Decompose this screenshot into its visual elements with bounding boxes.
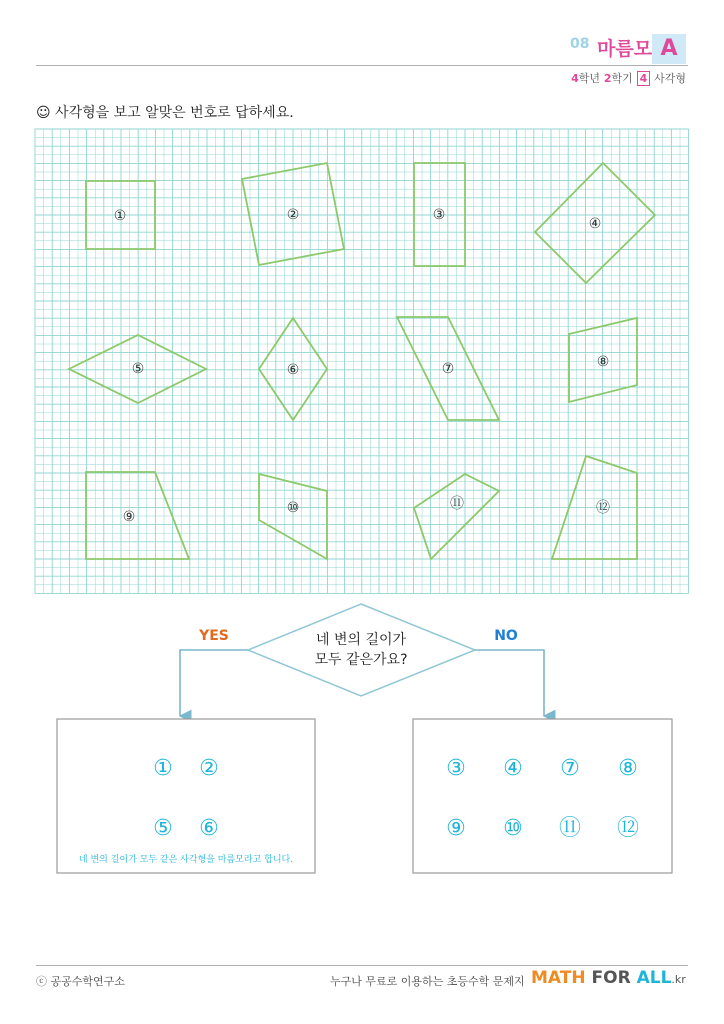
shape-label-7: ⑦	[441, 361, 455, 377]
no-answer-box	[413, 719, 672, 873]
question-diamond	[248, 604, 475, 696]
no-answer-4: ⑧	[618, 756, 638, 781]
yes-answer-4: ⑥	[199, 816, 219, 841]
shape-label-3: ③	[432, 207, 446, 223]
shape-label-10: ⑩	[286, 500, 300, 516]
term-unit: 학기	[611, 72, 633, 85]
shape-label-4: ④	[588, 216, 602, 232]
footer-divider	[36, 965, 688, 966]
question-line-1: 네 변의 길이가	[315, 632, 407, 648]
shape-label-8: ⑧	[596, 354, 610, 370]
shape-label-11: ⑪	[450, 496, 464, 512]
logo-for: FOR	[591, 968, 631, 988]
no-arrow	[475, 650, 544, 716]
shape-9	[86, 472, 189, 559]
question-line-2: 모두 같은가요?	[314, 652, 408, 668]
shape-label-2: ②	[286, 207, 300, 223]
grade-unit: 학년	[578, 72, 600, 85]
mathforall-logo	[531, 968, 686, 988]
unit-topic: 사각형	[654, 72, 686, 85]
instruction-text: ☺ 사각형을 보고 알맞은 번호로 답하세요.	[36, 105, 294, 121]
yes-label: YES	[199, 628, 229, 644]
worksheet-number: 08	[570, 36, 590, 52]
no-answer-5: ⑨	[446, 816, 466, 841]
yes-answer-3: ⑤	[153, 816, 173, 841]
term-number: 2	[603, 72, 612, 85]
yes-arrow	[180, 650, 248, 716]
grade-number: 4	[571, 72, 579, 85]
shape-label-5: ⑤	[131, 361, 145, 377]
level-badge: A	[652, 34, 686, 64]
footer-tagline: 누구나 무료로 이용하는 초등수학 문제지	[330, 975, 525, 988]
yes-answer-box	[57, 719, 315, 873]
shape-label-9: ⑨	[122, 509, 136, 525]
worksheet-title: 마름모	[597, 38, 653, 60]
no-answer-7: ⑪	[558, 816, 582, 841]
logo-all: ALL	[636, 968, 672, 988]
yes-answer-2: ②	[199, 756, 219, 781]
unit-number: 4	[637, 71, 651, 86]
logo-math: MATH	[531, 968, 586, 988]
yes-answer-1: ①	[153, 756, 173, 781]
shape-label-12: ⑫	[596, 500, 610, 516]
no-label: NO	[494, 628, 518, 644]
flowchart	[57, 604, 672, 873]
rhombus-definition-note: 네 변의 길이가 모두 같은 사각형을 마름모라고 합니다.	[78, 855, 294, 865]
logo-kr: .kr	[671, 973, 686, 986]
shape-label-6: ⑥	[286, 362, 300, 378]
footer-copyright: ⓒ 공공수학연구소	[36, 975, 125, 988]
no-answer-1: ③	[446, 756, 466, 781]
no-answer-3: ⑦	[560, 756, 580, 781]
no-answer-6: ⑩	[503, 816, 523, 841]
shape-label-1: ①	[113, 208, 127, 224]
no-answer-8: ⑫	[616, 816, 640, 841]
no-answer-2: ④	[503, 756, 523, 781]
